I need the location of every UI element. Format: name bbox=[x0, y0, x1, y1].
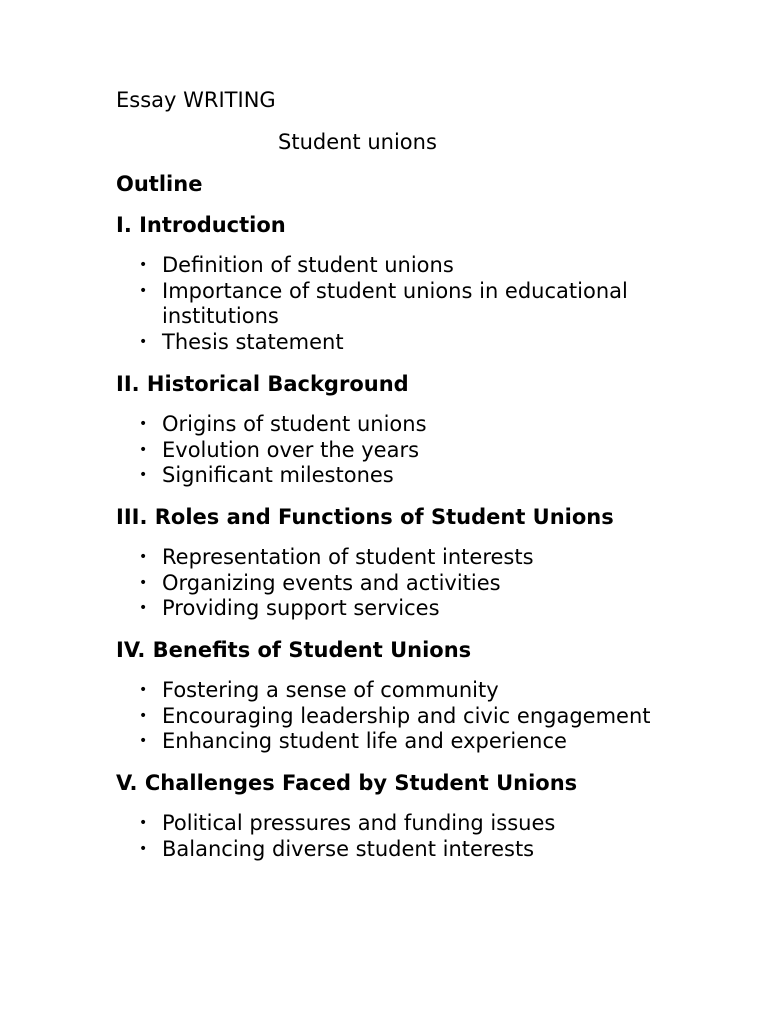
bullet-icon: • bbox=[139, 257, 148, 273]
bullet-icon: • bbox=[139, 840, 148, 857]
bullet-icon: • bbox=[139, 548, 148, 565]
outline-label: Outline bbox=[116, 172, 203, 196]
bullet-icon: • bbox=[139, 733, 148, 750]
list-item-text: Origins of student unions bbox=[162, 411, 427, 436]
list-item-text: Providing support services bbox=[162, 596, 440, 621]
list-item bbox=[116, 678, 656, 704]
bullet-icon: • bbox=[139, 815, 148, 832]
list-item bbox=[116, 463, 656, 489]
list-item bbox=[116, 545, 656, 571]
bullet-icon: • bbox=[139, 707, 148, 724]
bullet-icon: • bbox=[139, 467, 148, 484]
list-item bbox=[116, 811, 656, 837]
section-heading: V. Challenges Faced by Student Unions bbox=[116, 771, 578, 796]
list-item-text: Organizing events and activities bbox=[162, 570, 501, 595]
bullet-icon: • bbox=[139, 441, 148, 458]
section-heading: II. Historical Background bbox=[116, 371, 409, 396]
section-challenges bbox=[116, 770, 656, 862]
bullet-list bbox=[116, 545, 656, 622]
list-item-text: Significant milestones bbox=[162, 463, 394, 488]
bullet-icon: • bbox=[139, 574, 148, 591]
list-item bbox=[116, 571, 656, 597]
list-item-text: Balancing diverse student interests bbox=[162, 836, 535, 861]
list-item bbox=[116, 412, 656, 438]
bullet-list bbox=[116, 253, 656, 356]
list-item bbox=[116, 729, 656, 755]
list-item-text: Importance of student unions in educational institutions bbox=[162, 278, 628, 329]
list-item-text: Political pressures and funding issues bbox=[162, 811, 556, 836]
section-introduction bbox=[116, 212, 656, 356]
section-heading: I. Introduction bbox=[116, 213, 286, 237]
bullet-icon: • bbox=[139, 600, 148, 617]
document-subtitle: Student unions bbox=[278, 130, 437, 154]
list-item-text: Encouraging leadership and civic engagement bbox=[162, 703, 651, 728]
list-item bbox=[116, 330, 656, 356]
bullet-icon: • bbox=[139, 334, 148, 351]
section-heading: III. Roles and Functions of Student Unions bbox=[116, 504, 614, 529]
list-item bbox=[116, 253, 656, 279]
bullet-icon: • bbox=[139, 682, 148, 699]
list-item-text: Definition of student unions bbox=[162, 253, 454, 277]
bullet-list bbox=[116, 678, 656, 755]
list-item bbox=[116, 438, 656, 464]
bullet-list bbox=[116, 811, 656, 862]
list-item bbox=[116, 704, 656, 730]
section-roles-and-functions bbox=[116, 504, 656, 622]
document-page bbox=[116, 86, 656, 878]
section-historical-background bbox=[116, 371, 656, 489]
list-item bbox=[116, 596, 656, 622]
bullet-list bbox=[116, 412, 656, 489]
bullet-icon: • bbox=[139, 282, 148, 299]
list-item-text: Thesis statement bbox=[162, 330, 344, 355]
list-item-text: Fostering a sense of community bbox=[162, 678, 499, 703]
list-item-text: Representation of student interests bbox=[162, 544, 534, 569]
list-item-text: Evolution over the years bbox=[162, 437, 420, 462]
bullet-icon: • bbox=[139, 415, 148, 432]
section-benefits bbox=[116, 637, 656, 755]
section-heading: IV. Benefits of Student Unions bbox=[116, 638, 472, 663]
document-title: Essay WRITING bbox=[116, 88, 276, 112]
list-item-text: Enhancing student life and experience bbox=[162, 729, 567, 754]
list-item bbox=[116, 279, 656, 330]
list-item bbox=[116, 837, 656, 863]
